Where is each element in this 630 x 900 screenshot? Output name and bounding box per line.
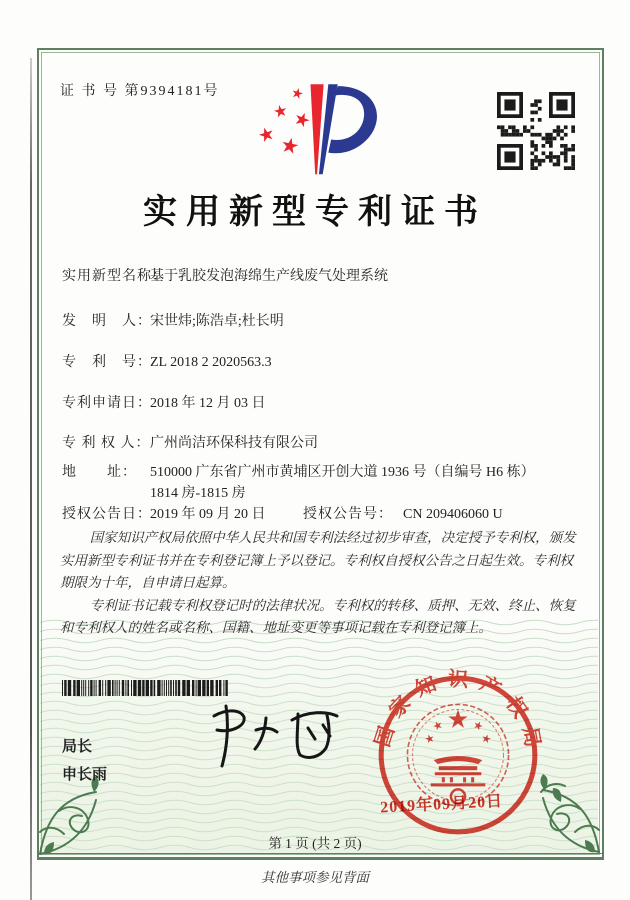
back-side-note: 其他事项参见背面: [261, 870, 369, 885]
legal-paragraph: 专利证书记载专利权登记时的法律状况。专利权的转移、质押、无效、终止、恢复和专利权人的姓名或名称、国籍、地址变更等事项记载在专利登记簿上。: [60, 597, 576, 635]
field-value: 2019 年 09 月 20 日: [150, 507, 266, 522]
field-utility-model-name: [62, 266, 575, 287]
certificate-bottom-rule: [39, 853, 602, 854]
qr-code: [497, 92, 575, 170]
field-value: 广州尚洁环保科技有限公司: [150, 436, 318, 451]
legal-text: [60, 527, 577, 640]
field-label: 发 明 人：: [62, 314, 152, 329]
seal-text: 国家知识产权局: [371, 668, 546, 759]
director-title: 局长: [62, 738, 93, 755]
legal-paragraph: 国家知识产权局依照中华人民共和国专利法经过初步审查，决定授予专利权，颁发实用新型专利证书并在专利登记簿上予以登记。专利权自授权公告之日起生效。专利权期限为十年，自申请日起算。: [60, 530, 576, 590]
field-value: 2018 年 12 月 03 日: [150, 396, 266, 411]
field-grant-announcement: [62, 504, 575, 525]
cnipa-logo-icon: [243, 80, 393, 184]
field-label: 专 利 号：: [62, 355, 152, 370]
field-address: [62, 462, 575, 504]
field-label: 实用新型名称：: [62, 269, 167, 284]
field-label: 专利申请日：: [62, 396, 152, 411]
page-number: 第 1 页 (共 2 页): [268, 836, 362, 851]
field-value: CN 209406060 U: [403, 507, 503, 522]
field-label: 授权公告号：: [303, 507, 393, 522]
director-signature: [180, 700, 350, 775]
director-name: 申长雨: [62, 766, 108, 783]
field-label: 授权公告日：: [62, 507, 152, 522]
field-label: 专 利 权 人：: [62, 436, 151, 451]
seal-date: 2019年09月20日: [379, 793, 504, 817]
field-value: 基于乳胶发泡海绵生产线废气处理系统: [150, 269, 388, 284]
certificate-title: 实用新型专利证书: [143, 194, 487, 231]
certificate-number: 证 书 号 第9394181号: [60, 84, 220, 99]
field-label: 地 址：: [62, 465, 137, 480]
barcode: [62, 680, 230, 696]
field-inventors: [62, 311, 575, 332]
field-value: 510000 广东省广州市黄埔区开创大道 1936 号（自编号 H6 栋）1814 房-1815 房: [150, 465, 535, 501]
field-value: 宋世炜;陈浩卓;杜长明: [150, 314, 284, 329]
field-patent-number: [62, 352, 575, 373]
field-patentee: [62, 433, 575, 454]
field-value: ZL 2018 2 2020563.3: [150, 355, 272, 370]
field-application-date: [62, 393, 575, 414]
